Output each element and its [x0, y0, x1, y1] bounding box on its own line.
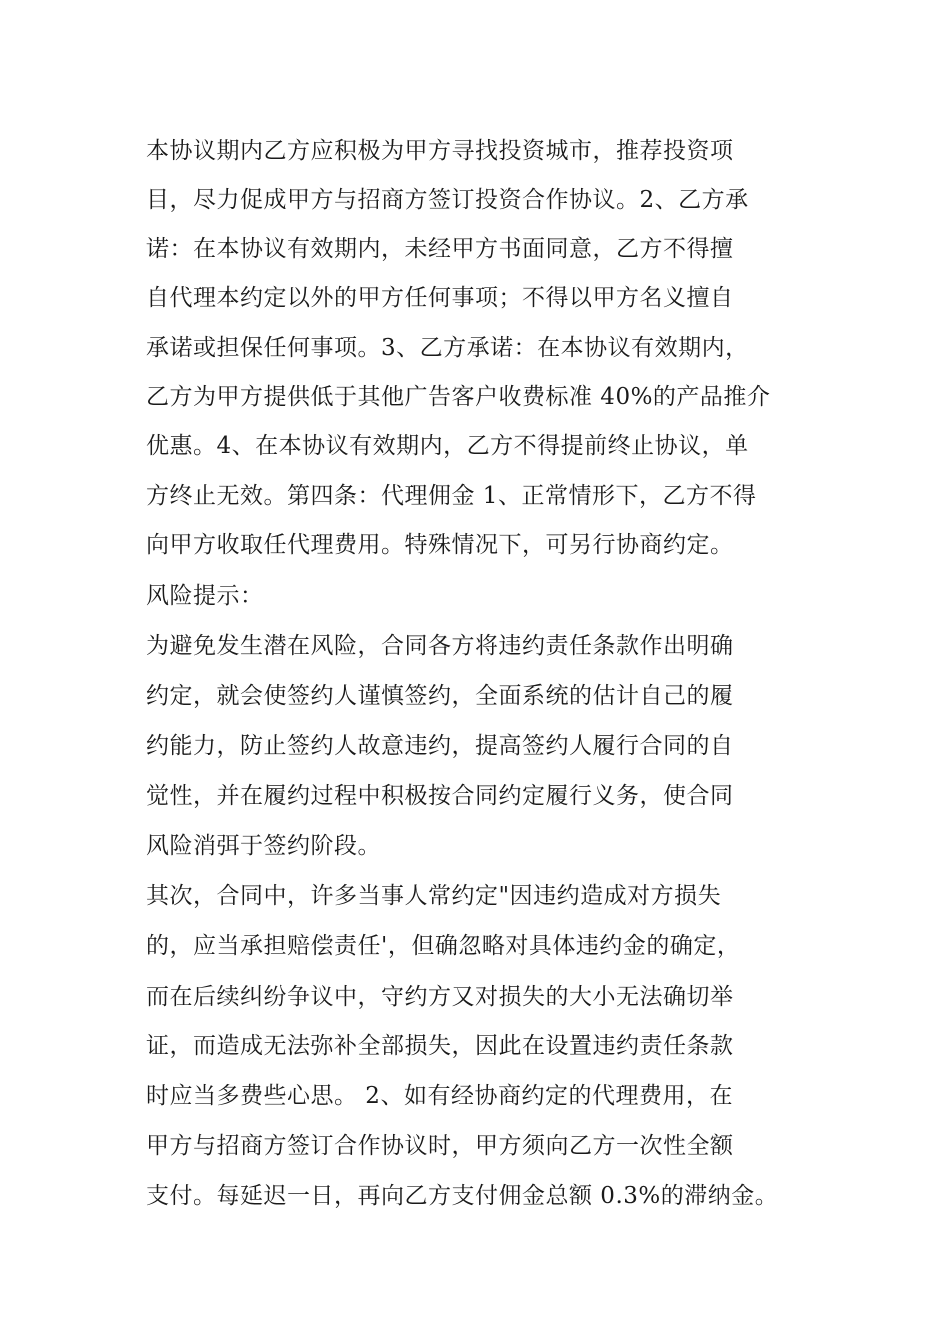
text-line: 时应当多费些心思。 2、如有经协商约定的代理费用，在 [146, 1083, 733, 1109]
text-line: 而在后续纠纷争议中，守约方又对损失的大小无法确切举 [146, 984, 734, 1010]
text-line: 的，应当承担赔偿责任'，但确忽略对具体违约金的确定， [146, 933, 741, 959]
text-line: 约能力，防止签约人故意违约，提高签约人履行合同的自 [146, 733, 734, 759]
text-line: 证，而造成无法弥补全部损失，因此在设置违约责任条款 [146, 1033, 734, 1059]
text-line: 向甲方收取任代理费用。特殊情况下，可另行协商约定。 [146, 532, 734, 558]
text-line: 觉性，并在履约过程中积极按合同约定履行义务，使合同 [146, 783, 734, 809]
text-line: 甲方与招商方签订合作协议时，甲方须向乙方一次性全额 [146, 1133, 734, 1159]
text-line: 自代理本约定以外的甲方任何事项；不得以甲方名义擅自 [146, 285, 734, 311]
text-line: 乙方为甲方提供低于其他广告客户收费标准 40%的产品推介 [146, 384, 771, 410]
text-line: 目，尽力促成甲方与招商方签订投资合作协议。2、乙方承 [146, 187, 749, 213]
section-heading: 风险提示： [146, 583, 264, 609]
text-line: 诺：在本协议有效期内，未经甲方书面同意，乙方不得擅 [146, 236, 734, 262]
text-line: 优惠。4、在本协议有效期内，乙方不得提前终止协议，单 [146, 433, 749, 459]
text-line: 为避免发生潜在风险，合同各方将违约责任条款作出明确 [146, 633, 734, 659]
text-line: 其次，合同中，许多当事人常约定"因违约造成对方损失 [146, 883, 722, 909]
text-line: 支付。每延迟一日，再向乙方支付佣金总额 0.3%的滞纳金。 [146, 1183, 779, 1209]
text-line: 约定，就会使签约人谨慎签约，全面系统的估计自己的履 [146, 683, 734, 709]
text-line: 承诺或担保任何事项。3、乙方承诺：在本协议有效期内， [146, 335, 749, 361]
text-line: 本协议期内乙方应积极为甲方寻找投资城市，推荐投资项 [146, 138, 734, 164]
text-line: 风险消弭于签约阶段。 [146, 833, 381, 859]
text-line: 方终止无效。第四条：代理佣金 1、正常情形下，乙方不得 [146, 483, 757, 509]
